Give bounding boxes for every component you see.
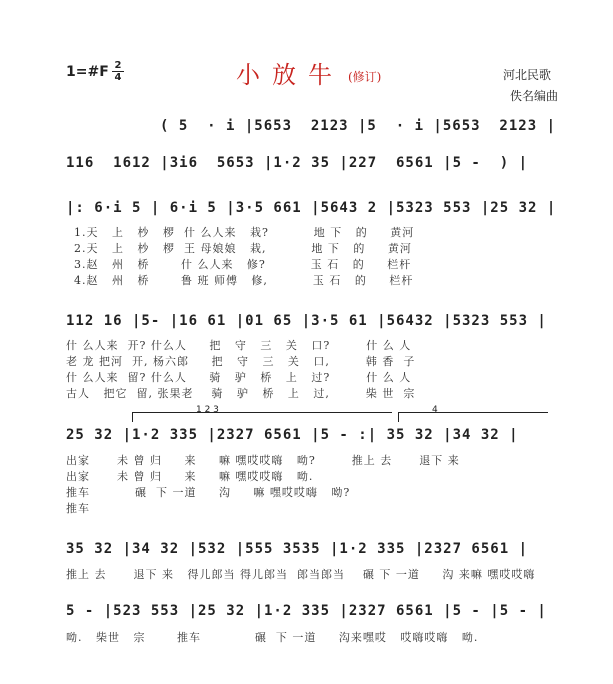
- time-signature-top: 2: [114, 60, 122, 71]
- volta-label-1: 1 2 3: [196, 405, 219, 415]
- verse-4: 4.赵 州 桥 鲁 班 师傅 修, 玉 石 的 栏杆: [74, 274, 414, 287]
- verse-10: 出家 未 曾 归 来 嘛 嘿哎哎嗨 呦.: [66, 470, 314, 483]
- notation-line-2: 116 1612 |3i6 5653 |1·2 35 |227 6561 |5 - ) |: [66, 155, 529, 171]
- volta-bracket-2-start: [398, 412, 399, 422]
- verse-13: 推上 去 退下 来 得儿郎当 得儿郎当 郎当郎当 碾 下 一道 沟 来嘛 嘿哎哎嗨: [66, 568, 536, 581]
- song-origin: 河北民歌: [503, 68, 552, 82]
- arranger-credit: 佚名编曲: [510, 89, 559, 103]
- notation-line-7: 5 - |523 553 |25 32 |1·2 335 |2327 6561 |5 - |5 - |: [66, 603, 547, 619]
- notation-line-4: 112 16 |5- |16 61 |01 65 |3·5 61 |56432 |5323 553 |: [66, 313, 547, 329]
- verse-6: 老 龙 把河 开, 杨六郎 把 守 三 关 口, 韩 香 子: [66, 355, 416, 368]
- volta-bracket-2: [398, 412, 548, 413]
- notation-line-3: |: 6·i 5 | 6·i 5 |3·5 661 |5643 2 |5323 553 |25 32 |: [66, 200, 557, 216]
- verse-1: 1.天 上 杪 椤 什 么人来 栽? 地 下 的 黄河: [74, 226, 415, 239]
- verse-12: 推车: [66, 502, 90, 515]
- verse-8: 古人 把它 留, 张果老 骑 驴 桥 上 过, 柴 世 宗: [66, 387, 416, 400]
- song-title: 小放牛: [236, 61, 344, 89]
- revision-note: (修订): [348, 70, 382, 84]
- verse-14: 呦. 柴世 宗 推车 碾 下 一道 沟来嘿哎 哎嗨哎嗨 呦.: [66, 631, 479, 644]
- verse-9: 出家 未 曾 归 来 嘛 嘿哎哎嗨 呦? 推上 去 退下 来: [66, 454, 460, 467]
- key-signature: 1=#F: [66, 64, 109, 80]
- notation-line-1: ( 5 · i |5653 2123 |5 · i |5653 2123 |: [160, 118, 557, 134]
- time-signature: [112, 60, 124, 83]
- verse-2: 2.天 上 杪 椤 王 母娘娘 栽, 地 下 的 黄河: [74, 242, 412, 255]
- time-signature-bottom: 4: [114, 72, 122, 83]
- volta-label-2: 4: [432, 405, 438, 415]
- verse-11: 推车 碾 下 一道 沟 嘛 嘿哎哎嗨 呦?: [66, 486, 351, 499]
- verse-3: 3.赵 州 桥 什 么人来 修? 玉 石 的 栏杆: [74, 258, 412, 271]
- volta-bracket-1-start: [132, 412, 133, 422]
- verse-5: 什 么人来 开? 什么人 把 守 三 关 口? 什 么 人: [66, 339, 412, 352]
- volta-bracket-1: [132, 412, 392, 413]
- verse-7: 什 么人来 留? 什么人 骑 驴 桥 上 过? 什 么 人: [66, 371, 412, 384]
- notation-line-6: 35 32 |34 32 |532 |555 3535 |1·2 335 |2327 6561 |: [66, 541, 529, 557]
- notation-line-5: 25 32 |1·2 335 |2327 6561 |5 - :| 35 32 |34 32 |: [66, 427, 519, 443]
